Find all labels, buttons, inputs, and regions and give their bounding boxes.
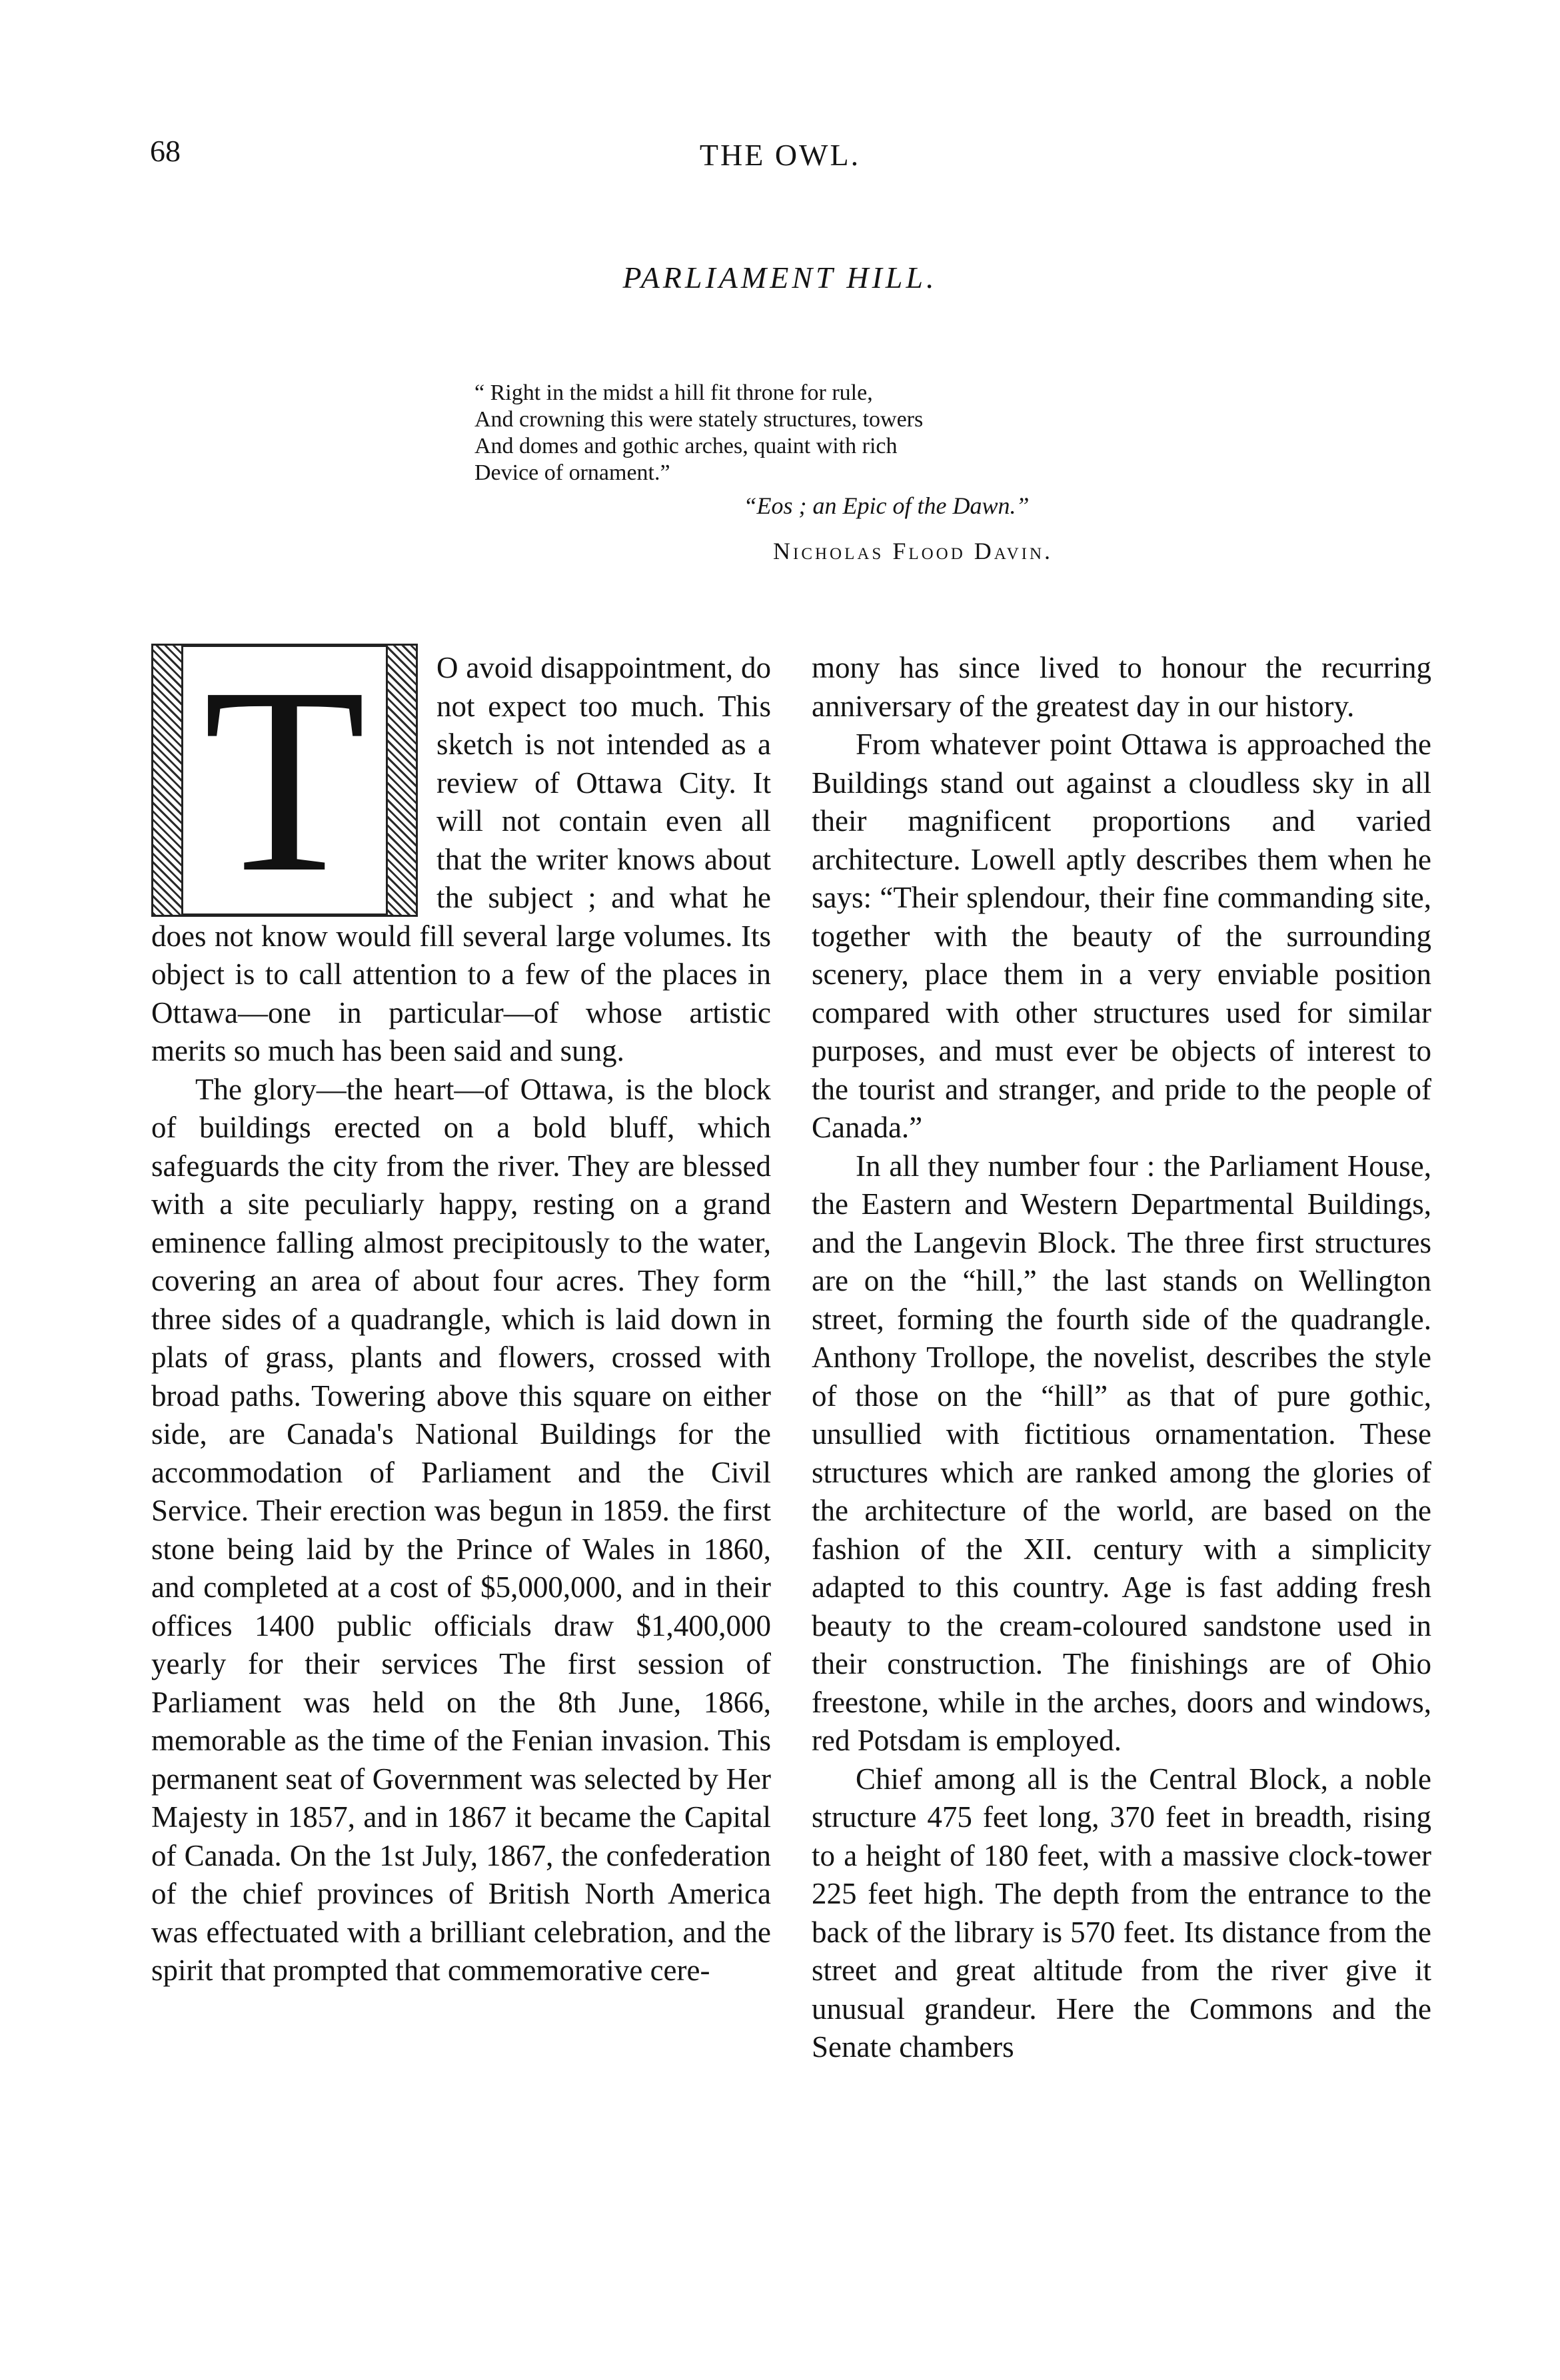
drop-cap-illustration (151, 632, 418, 927)
paragraph: Chief among all is the Central Block, a noble structure 475 feet long, 370 feet in breadth, rising to a height of 180 feet, with a massive clock-tower 225 feet high. The depth from the entrance to the back of the library is 570 feet. Its distance from the street and great altitude from the river give it unusual grandeur. Here the Commons and the Senate chambers (812, 1762, 1431, 2064)
epigraph-line: “ Right in the midst a hill fit throne for rule, (474, 380, 873, 405)
page-number: 68 (150, 134, 181, 168)
epigraph (474, 380, 1261, 486)
article-title: PARLIAMENT HILL. (622, 261, 938, 295)
epigraph-line: And crowning this were stately structures, towers (474, 407, 924, 432)
paragraph: The glory—the heart—of Ottawa, is the block of buildings erected on a bold bluff, which safeguards the city from the river. They are blessed with a site peculiarly happy, resting on a grand eminence falling almost precipitously to the water, covering an area of about four acres. They form three sides of a quadrangle, which is laid down in plats of grass, plants and flowers, crossed with broad paths. Towering above this square on either side, are Canada's National Buildings for the accommodation of Parliament and the Civil Service. Their erection was begun in 1859. the first stone being laid by the Prince of Wales in 1860, and completed at a cost of $5,000,000, and in their offices 1400 public officials draw $1,400,000 yearly for their services The first session of Parliament was held on the 8th June, 1866, memorable as the time of the Fenian invasion. This permanent seat of Government was selected by Her Majesty in 1857, and in 1867 it became the Capital of Canada. On the 1st July, 1867, the confederation of the chief provinces of British North America was effectuated with a brilliant celebration, and the spirit that prompted that commemorative cere- (151, 1072, 771, 1987)
epigraph-line: Device of ornament.” (474, 460, 670, 485)
left-column (151, 632, 771, 1990)
running-title: THE OWL. (699, 138, 861, 172)
paragraph: From whatever point Ottawa is approached the Buildings stand out against a cloudless sky in all their magnificent proportions and varied architecture. Lowell aptly describes them when he says: “Their splendour, their fine commanding site, together with the beauty of the surrounding scenery, place them in a very enviable position compared with other structures used for similar purposes, and must ever be objects of interest to the tourist and stranger, and pride to the people of Canada.” (812, 728, 1431, 1144)
epigraph-source: “Eos ; an Epic of the Dawn.” (743, 492, 1030, 519)
paragraph: mony has since lived to honour the recurring anniversary of the greatest day in our history. (812, 651, 1431, 723)
paragraph: O avoid disappointment, do not expect too much. This sketch is not intended as a review of Ottawa City. It will not contain even all that the writer knows about the subject ; and what he does not know would fill several large volumes. Its object is to call attention to a few of the places in Ottawa—one in particular—of whose artistic merits so much has been said and sung. (151, 651, 771, 1067)
epigraph-author: Nicholas Flood Davin. (773, 538, 1054, 564)
paragraph: In all they number four : the Parliament House, the Eastern and Western Departmental Buildings, and the Langevin Block. The three first structures are on the “hill,” the last stands on Wellington street, forming the fourth side of the quadrangle. Anthony Trollope, the novelist, describes the style of those on the “hill” as that of pure gothic, unsullied with fictitious ornamentation. These structures which are ranked among the glories of the architecture of the world, are based on the fashion of the XII. century with a simplicity adapted to this country. Age is fast adding fresh beauty to the cream-coloured sandstone used in their construction. The finishings are of Ohio freestone, while in the arches, doors and windows, red Potsdam is employed. (812, 1149, 1431, 1757)
drop-cap-letter: T (153, 646, 416, 915)
right-column (812, 649, 1431, 2067)
epigraph-line: And domes and gothic arches, quaint with rich (474, 434, 898, 458)
